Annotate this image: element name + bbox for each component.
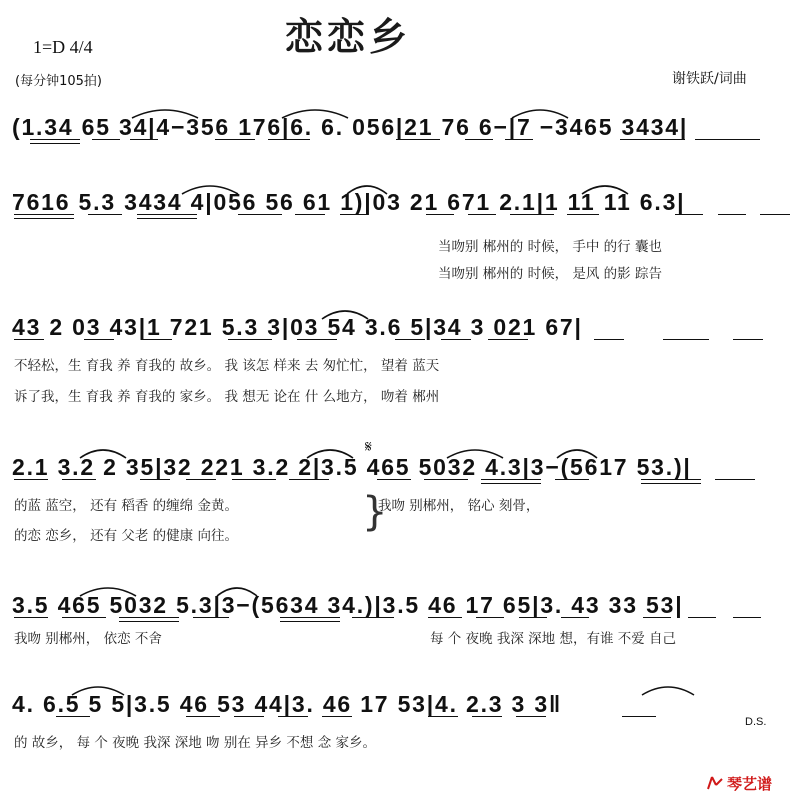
logo-mark-icon xyxy=(706,775,724,791)
beam-line xyxy=(14,214,74,215)
beam-line xyxy=(142,339,172,340)
notation-row-6: 4. 6.5 5 5|3.5 46 53 44|3. 46 17 53|4. 2.3 3 3‖ xyxy=(12,691,563,717)
slur-arc xyxy=(510,104,570,120)
slur-arc xyxy=(180,180,240,196)
ds-marking: D.S. xyxy=(745,716,767,728)
beam-line xyxy=(119,617,179,618)
slur-arc xyxy=(445,444,505,460)
lyric-line: 的蓝 蓝空， 还有 稻香 的缠绵 金黄。 xyxy=(14,498,238,514)
notation-row-5: 3.5 465 5032 5.3|3−(5634 34.)|3.5 46 17 65|3. 43 33 53| xyxy=(12,592,684,618)
beam-line xyxy=(137,214,197,215)
beam-line xyxy=(234,716,264,717)
beam-line xyxy=(193,617,229,618)
beam-line xyxy=(30,143,80,144)
beam-line xyxy=(643,617,671,618)
beam-line xyxy=(476,617,504,618)
beam-line xyxy=(555,479,589,480)
beam-line xyxy=(140,479,170,480)
beam-line xyxy=(215,139,255,140)
beam-line xyxy=(56,716,90,717)
beam-line xyxy=(297,339,337,340)
slur-arc xyxy=(580,180,630,196)
beam-line xyxy=(14,479,48,480)
beam-line xyxy=(14,617,48,618)
notation-row-3: 43 2 03 43|1 721 5.3 3|03 54 3.6 5|34 3 021 67| xyxy=(12,314,583,340)
beam-line xyxy=(441,339,471,340)
beam-line xyxy=(295,214,325,215)
beam-line xyxy=(519,617,547,618)
lyric-line: 的 故乡， 每 个 夜晚 我深 深地 吻 别在 异乡 不想 念 家乡。 xyxy=(14,735,376,751)
beam-line xyxy=(428,617,462,618)
beam-line xyxy=(340,214,368,215)
slur-arc xyxy=(70,681,126,697)
lyric-line: 当吻别 郴州的 时候， 手中 的行 囊也 xyxy=(438,239,662,255)
slur-arc xyxy=(345,180,389,196)
slur-arc xyxy=(215,582,259,598)
lyric-line: 每 个 夜晚 我深 深地 想，有谁 不爱 自己 xyxy=(430,631,677,647)
beam-line xyxy=(396,139,440,140)
beam-line xyxy=(395,339,425,340)
beam-line xyxy=(280,617,340,618)
slur-arc xyxy=(305,444,355,460)
beam-line xyxy=(468,214,496,215)
logo-text: 琴艺谱 xyxy=(727,775,773,793)
beam-line xyxy=(510,214,554,215)
notation-row-2: 7616 5.3 3434 4|056 56 61 1)|03 21 671 2.1|1 11 11 6.3| xyxy=(12,189,686,215)
beam-line xyxy=(472,716,502,717)
beam-line xyxy=(695,139,760,140)
song-title: 恋恋乡 xyxy=(285,14,412,59)
beam-line xyxy=(289,479,329,480)
beam-line xyxy=(567,214,599,215)
beam-line xyxy=(238,214,282,215)
author-credit: 谢铁跃/词曲 xyxy=(672,71,747,87)
beam-line xyxy=(14,339,44,340)
beam-line xyxy=(620,139,685,140)
lyric-line: 当吻别 郴州的 时候， 是风 的影 踪告 xyxy=(438,266,662,282)
beam-line xyxy=(428,716,458,717)
beam-line xyxy=(186,479,216,480)
beam-line xyxy=(88,214,122,215)
beam-line xyxy=(352,617,394,618)
lyric-line: 不轻松，生 育我 养 育我的 故乡。 我 该怎 样来 去 匆忙忙， 望着 蓝天 xyxy=(14,358,440,374)
beam-line xyxy=(505,139,533,140)
beam-line xyxy=(641,483,701,484)
slur-arc xyxy=(78,582,138,598)
beam-line xyxy=(465,139,493,140)
beam-line xyxy=(663,339,709,340)
beam-line xyxy=(675,214,703,215)
beam-line xyxy=(228,339,272,340)
beam-line xyxy=(119,621,179,622)
beam-line xyxy=(92,139,120,140)
beam-line xyxy=(516,716,546,717)
lyric-line: 的恋 恋乡， 还有 父老 的健康 向往。 xyxy=(14,528,238,544)
notation-row-4: 2.1 3.2 2 35|32 221 3.2 2|3.5 465 5032 4.3|3−(5617 53.)| xyxy=(12,454,692,480)
lyric-line: 诉了我，生 育我 养 育我的 家乡。 我 想无 论在 什 么地方， 吻着 郴州 xyxy=(14,389,440,405)
slur-arc xyxy=(640,681,696,697)
beam-line xyxy=(130,139,158,140)
brace-mark: } xyxy=(362,489,388,535)
beam-line xyxy=(137,218,197,219)
beam-line xyxy=(30,139,80,140)
site-logo[interactable] xyxy=(706,773,772,794)
tempo-marking: (每分钟105拍) xyxy=(15,74,102,89)
beam-line xyxy=(322,716,352,717)
beam-line xyxy=(84,339,114,340)
beam-line xyxy=(688,617,716,618)
beam-line xyxy=(481,483,541,484)
beam-line xyxy=(62,479,96,480)
slur-arc xyxy=(130,104,200,120)
beam-line xyxy=(424,479,468,480)
slur-arc xyxy=(555,444,599,460)
beam-line xyxy=(14,218,74,219)
slur-arc xyxy=(280,104,350,120)
beam-line xyxy=(232,479,276,480)
beam-line xyxy=(733,617,761,618)
beam-line xyxy=(561,617,589,618)
beam-line xyxy=(62,617,106,618)
beam-line xyxy=(280,621,340,622)
key-signature: 1=D 4/4 xyxy=(33,37,93,57)
segno-sign: 𝄋 xyxy=(365,437,372,456)
beam-line xyxy=(733,339,763,340)
slur-arc xyxy=(78,444,128,460)
beam-line xyxy=(186,716,220,717)
lyric-line: 我吻 别郴州， 铭心 刻骨， xyxy=(378,498,540,514)
lyric-line: 我吻 别郴州， 依恋 不舍 xyxy=(14,631,162,647)
beam-line xyxy=(594,339,624,340)
beam-line xyxy=(278,716,308,717)
beam-line xyxy=(641,479,701,480)
beam-line xyxy=(718,214,746,215)
beam-line xyxy=(377,479,411,480)
notation-row-1: (1.34 65 34|4−356 176|6. 6. 056|21 76 6−|7 −3465 3434| xyxy=(12,114,689,140)
beam-line xyxy=(488,339,528,340)
beam-line xyxy=(426,214,454,215)
slur-arc xyxy=(320,305,370,321)
beam-line xyxy=(268,139,310,140)
beam-line xyxy=(760,214,790,215)
beam-line xyxy=(481,479,541,480)
beam-line xyxy=(715,479,755,480)
beam-line xyxy=(622,716,656,717)
